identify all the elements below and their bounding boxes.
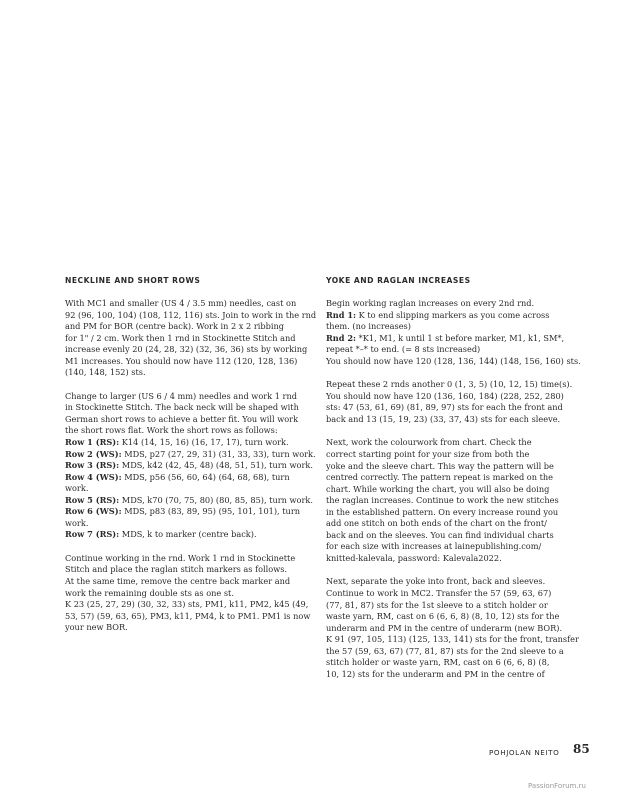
text-line xyxy=(326,600,576,612)
section-heading-yoke: YOKE AND RAGLAN INCREASES xyxy=(326,276,471,285)
instruction-label: Row 5 (RS): xyxy=(65,494,120,505)
text-line xyxy=(65,356,310,368)
line-text: Next, work the colourwork from chart. Check the xyxy=(326,437,532,448)
text-line xyxy=(65,622,310,634)
text-line xyxy=(65,588,310,600)
line-text: knitted-kalevala, password: Kalevala2022. xyxy=(326,552,502,563)
line-text: Change to larger (US 6 / 4 mm) needles and work 1 rnd xyxy=(65,390,297,401)
text-line xyxy=(326,344,576,356)
line-text: them. (no increases) xyxy=(326,321,411,332)
text-line xyxy=(326,472,576,484)
text-line xyxy=(65,448,316,461)
text-line xyxy=(326,495,576,507)
text-line xyxy=(326,298,576,310)
line-text: and PM for BOR (centre back). Work in 2 x 2 ribbing xyxy=(65,321,284,332)
line-text: MDS, k to marker (centre back). xyxy=(119,529,257,540)
line-text: MDS, k42 (42, 45, 48) (48, 51, 51), turn work. xyxy=(119,460,313,471)
line-text: for 1" / 2 cm. Work then 1 rnd in Stockinette Stitch and xyxy=(65,332,296,343)
left-column xyxy=(65,276,317,646)
instruction-label: Rnd 2: xyxy=(326,332,357,343)
line-text: MDS, p56 (56, 60, 64) (64, 68, 68), turn xyxy=(121,471,290,482)
line-text: You should now have 120 (128, 136, 144) (148, 156, 160) sts. xyxy=(326,355,581,366)
publication-name: POHJOLAN NEITO xyxy=(489,748,560,757)
text-line xyxy=(65,553,310,565)
text-line xyxy=(326,449,576,461)
paragraph xyxy=(326,298,581,367)
text-line xyxy=(65,391,310,403)
text-line xyxy=(65,402,310,414)
line-text: 10, 12) sts for the underarm and PM in the centre of xyxy=(326,668,545,679)
text-line xyxy=(65,564,310,576)
text-line xyxy=(326,379,576,391)
line-text: sts: 47 (53, 61, 69) (81, 89, 97) sts for each the front and xyxy=(326,402,563,413)
text-line xyxy=(65,414,310,426)
text-line xyxy=(326,588,576,600)
line-text: work. xyxy=(65,483,89,494)
text-line xyxy=(65,518,310,530)
text-line xyxy=(65,309,317,322)
watermark: PassionForum.ru xyxy=(528,782,586,790)
section-heading-neckline: NECKLINE AND SHORT ROWS xyxy=(65,276,201,285)
line-text: MDS, p83 (83, 89, 95) (95, 101, 101), turn xyxy=(121,506,301,517)
line-text: Stitch and place the raglan stitch markers as follows. xyxy=(65,564,288,575)
line-text: the 57 (59, 63, 67) (77, 81, 87) sts for the 2nd sleeve to a xyxy=(326,645,564,656)
text-line xyxy=(326,576,576,588)
line-text: M1 increases. You should now have 112 (120, 128, 136) xyxy=(65,355,298,366)
line-text: waste yarn, RM, cast on 6 (6, 6, 8) (8, 10, 12) sts for the xyxy=(326,611,560,622)
paragraph xyxy=(326,437,576,564)
line-text: stitch holder or waste yarn, RM, cast on 6 (6, 6, 8) (8, xyxy=(326,657,550,668)
line-text: K 23 (25, 27, 29) (30, 32, 33) sts, PM1, k11, PM2, k45 (49, xyxy=(65,599,309,610)
line-text: You should now have 120 (136, 160, 184) (228, 252, 280) xyxy=(326,390,564,401)
text-line xyxy=(326,611,576,623)
line-text: work the remaining double sts as one st. xyxy=(65,587,234,598)
line-text: work. xyxy=(65,517,89,528)
text-line xyxy=(65,494,313,507)
text-line xyxy=(65,460,313,472)
text-line xyxy=(65,367,310,379)
text-line xyxy=(65,437,310,449)
line-text: Continue to work in MC2. Transfer the 57 (59, 63, 67) xyxy=(326,588,552,599)
text-line xyxy=(65,483,310,495)
text-line xyxy=(65,529,310,541)
line-text: *K1, M1, k until 1 st before marker, M1, k1, SM*, xyxy=(356,332,565,343)
text-line xyxy=(326,669,576,681)
line-text: increase evenly 20 (24, 28, 32) (32, 36, 36) sts by working xyxy=(65,344,308,355)
instruction-label: Row 3 (RS): xyxy=(65,460,120,471)
text-line xyxy=(326,553,576,565)
line-text: back and on the sleeves. You can find individual charts xyxy=(326,529,554,540)
text-line xyxy=(326,541,576,553)
text-line xyxy=(65,576,310,588)
line-text: K14 (14, 15, 16) (16, 17, 17), turn work. xyxy=(119,437,289,448)
text-line xyxy=(326,333,576,345)
line-text: the short rows flat. Work the short rows as follows: xyxy=(65,425,278,436)
line-text: Repeat these 2 rnds another 0 (1, 3, 5) (10, 12, 15) time(s). xyxy=(326,379,573,390)
line-text: With MC1 and smaller (US 4 / 3.5 mm) needles, cast on xyxy=(65,298,297,308)
paragraph xyxy=(326,576,579,680)
text-line xyxy=(65,599,310,611)
line-text: (140, 148, 152) sts. xyxy=(65,367,146,378)
line-text: German short rows to achieve a better fit. You will work xyxy=(65,413,299,424)
text-line xyxy=(326,414,576,426)
line-text: repeat *–* to end. (= 8 sts increased) xyxy=(326,344,481,355)
line-text: Begin working raglan increases on every 2nd rnd. xyxy=(326,298,535,308)
line-text: add one stitch on both ends of the chart on the front/ xyxy=(326,518,547,529)
text-line xyxy=(326,310,576,322)
line-text: correct starting point for your size from both the xyxy=(326,449,530,460)
right-column-body xyxy=(326,298,581,680)
text-line xyxy=(326,657,576,669)
line-text: At the same time, remove the centre back marker and xyxy=(65,576,291,587)
text-line xyxy=(326,321,576,333)
line-text: for each size with increases at lainepublishing.com/ xyxy=(326,541,542,552)
text-line xyxy=(65,344,310,356)
text-line xyxy=(326,646,576,658)
line-text: (77, 81, 87) sts for the 1st sleeve to a stitch holder or xyxy=(326,599,548,610)
text-line xyxy=(326,484,576,496)
line-text: 53, 57) (59, 63, 65), PM3, k11, PM4, k to PM1. PM1 is now xyxy=(65,610,311,621)
text-line xyxy=(326,518,576,530)
text-line xyxy=(326,530,576,542)
text-line xyxy=(65,298,310,310)
line-text: K to end slipping markers as you come across xyxy=(356,309,550,320)
paragraph xyxy=(65,553,310,634)
line-text: MDS, k70 (70, 75, 80) (80, 85, 85), turn work. xyxy=(119,494,313,505)
line-text: centred correctly. The pattern repeat is marked on the xyxy=(326,472,554,483)
paragraph xyxy=(326,379,576,425)
text-line xyxy=(326,437,576,449)
instruction-label: Rnd 1: xyxy=(326,309,357,320)
paragraph xyxy=(65,390,316,541)
line-text: 92 (96, 100, 104) (108, 112, 116) sts. Join to work in the rnd xyxy=(65,309,317,320)
page-number: 85 xyxy=(573,742,590,756)
text-line xyxy=(65,611,310,623)
left-column-body xyxy=(65,298,317,634)
right-column xyxy=(326,276,581,692)
line-text: back and 13 (15, 19, 23) (33, 37, 43) sts for each sleeve. xyxy=(326,413,561,424)
text-line xyxy=(65,321,310,333)
text-line xyxy=(326,507,576,519)
line-text: K 91 (97, 105, 113) (125, 133, 141) sts for the front, transfer xyxy=(326,634,579,645)
line-text: in Stockinette Stitch. The back neck will be shaped with xyxy=(65,402,299,413)
text-line xyxy=(65,472,310,484)
text-line xyxy=(326,402,576,414)
instruction-label: Row 2 (WS): xyxy=(65,448,122,459)
instruction-label: Row 7 (RS): xyxy=(65,529,120,540)
instruction-label: Row 6 (WS): xyxy=(65,506,122,517)
line-text: Continue working in the rnd. Work 1 rnd in Stockinette xyxy=(65,552,296,563)
text-line xyxy=(65,425,310,437)
instruction-label: Row 1 (RS): xyxy=(65,437,120,448)
text-line xyxy=(326,461,576,473)
line-text: chart. While working the chart, you will also be doing xyxy=(326,483,550,494)
line-text: your new BOR. xyxy=(65,622,128,633)
paragraph xyxy=(65,298,317,379)
text-line xyxy=(65,506,310,518)
text-line xyxy=(65,333,310,345)
instruction-label: Row 4 (WS): xyxy=(65,471,122,482)
line-text: Next, separate the yoke into front, back and sleeves. xyxy=(326,576,546,587)
line-text: in the established pattern. On every increase round you xyxy=(326,506,559,517)
line-text: yoke and the sleeve chart. This way the pattern will be xyxy=(326,460,554,471)
line-text: the raglan increases. Continue to work the new stitches xyxy=(326,495,559,506)
text-line xyxy=(326,355,581,368)
text-line xyxy=(326,623,576,635)
text-line xyxy=(326,391,576,403)
text-line xyxy=(326,634,579,646)
line-text: underarm and PM in the centre of underarm (new BOR). xyxy=(326,622,563,633)
line-text: MDS, p27 (27, 29, 31) (31, 33, 33), turn work. xyxy=(121,448,316,459)
